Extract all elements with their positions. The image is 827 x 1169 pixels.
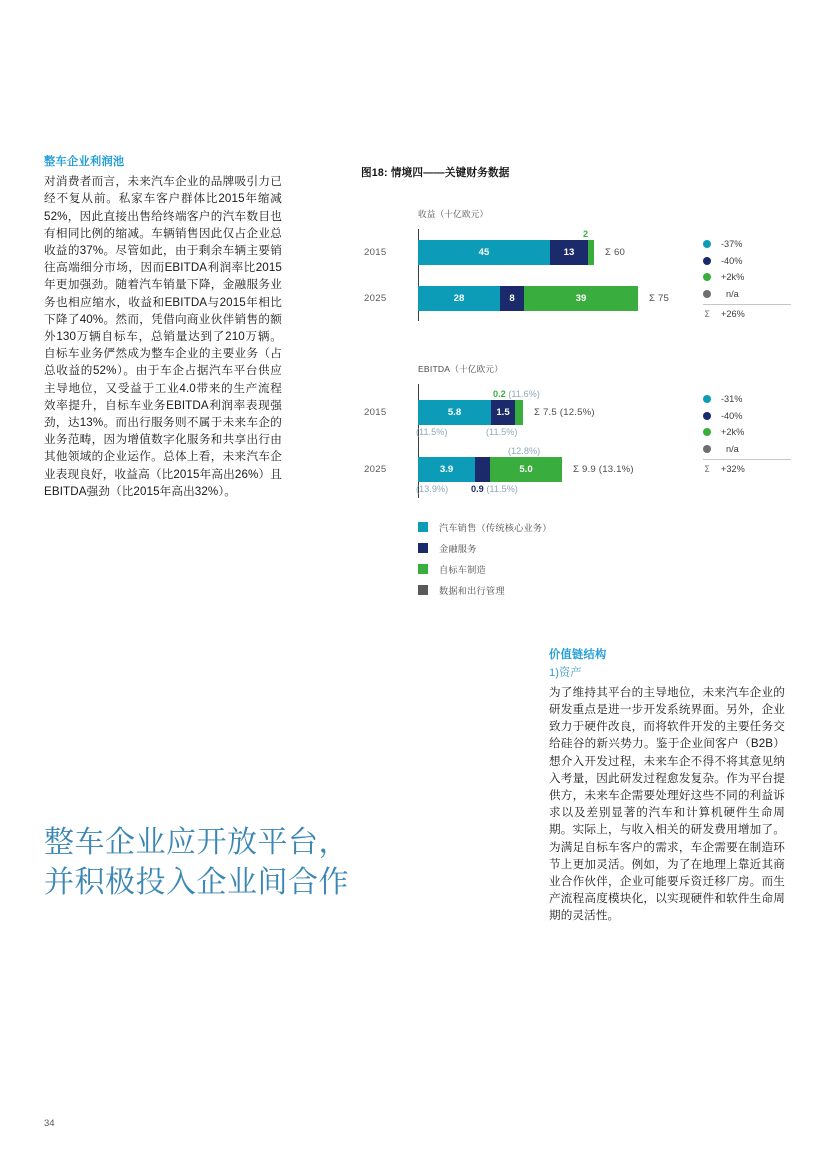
revenue-seg-ownbrand-2015 bbox=[583, 228, 594, 265]
ebitda-seg-ownbrand-2015-margin: (11.6%) bbox=[508, 389, 540, 399]
ebitda-axis-label: EBITDA（十亿欧元） bbox=[418, 364, 504, 374]
revenue-seg-financial-2025 bbox=[500, 286, 524, 311]
ebitda-chart bbox=[361, 363, 791, 498]
revenue-seg-vehicle-2015 bbox=[418, 240, 550, 265]
ebitda-stack-2015 bbox=[416, 389, 540, 437]
ebitda-delta-financial-value: -40% bbox=[721, 410, 743, 421]
revenue-seg-ownbrand-2025 bbox=[524, 286, 638, 311]
ebitda-total-2015: Σ 7.5 (12.5%) bbox=[534, 407, 595, 418]
page-pullquote-headline bbox=[44, 823, 424, 903]
revenue-delta-financial bbox=[703, 253, 791, 270]
ebitda-seg-vehicle-2025-value: 3.9 bbox=[439, 464, 454, 475]
revenue-delta-data-value: n/a bbox=[726, 288, 739, 299]
legend-swatch-financial-services-icon bbox=[418, 543, 428, 553]
revenue-total-2025: Σ 75 bbox=[649, 292, 670, 304]
revenue-delta-financial-dot bbox=[703, 257, 711, 265]
ebitda-delta-vehicle bbox=[703, 391, 791, 408]
legend-item-own-brand bbox=[418, 558, 791, 579]
ebitda-delta-legend bbox=[703, 391, 791, 476]
revenue-total-2015: Σ 60 bbox=[605, 246, 626, 258]
ebitda-seg-ownbrand-2025-margin: (12.8%) bbox=[508, 446, 541, 456]
headline-line-2: 并积极投入企业间合作 bbox=[44, 866, 349, 899]
ebitda-seg-financial-2025-label bbox=[471, 484, 518, 494]
revenue-seg-ownbrand-2025-value: 39 bbox=[575, 292, 587, 304]
revenue-seg-vehicle-2025-value: 28 bbox=[453, 292, 465, 304]
left-body-text: 对消费者而言，未来汽车企业的品牌吸引力已经不复从前。私家车客户群体比2015年缩减52%，因此直接出售给终端客户的汽车数目也有相同比例的缩减。车辆销售因此仅占企业总收益的37%。尽管如此，由于剩余车辆主要销往高端细分市场，因而EBITDA利润率比2015年更加强劲。随着汽车销量下降，金融服务业务也相应缩水，收益和EBITDA与2015年相比下降了40%。然而，凭借向商业伙伴销售的额外130万辆自标车，总销量达到了210万辆。自标车业务俨然成为整车企业的主要业务（占总收益的52%）。由于车企占据汽车平台供应主导地位，又受益于工业4.0带来的生产流程效率提升，自标车业务EBITDA利润率表现强劲，达13%。而出行服务则不属于未来车企的业务范畴，因为增值数字化服务和共享出行由其他领域的企业运作。总体上看，未来汽车企业表现良好，收益高（比2015年高出26%）且EBITDA强劲（比2015年高出32%）。 bbox=[44, 175, 282, 498]
revenue-seg-financial-2015-value: 13 bbox=[563, 246, 575, 258]
ebitda-delta-data-dot bbox=[703, 445, 711, 453]
ebitda-delta-ownbrand-dot bbox=[703, 428, 711, 436]
ebitda-delta-ownbrand bbox=[703, 424, 791, 441]
legend-item-financial-services bbox=[418, 537, 791, 558]
page-number: 34 bbox=[44, 1118, 55, 1129]
revenue-delta-data-dot bbox=[703, 290, 711, 298]
ebitda-seg-vehicle-2015-value: 5.8 bbox=[447, 407, 462, 418]
left-text-column bbox=[44, 155, 282, 500]
revenue-delta-vehicle-value: -37% bbox=[721, 239, 743, 250]
revenue-year-2015: 2015 bbox=[364, 246, 387, 258]
ebitda-delta-data bbox=[703, 441, 791, 458]
ebitda-seg-ownbrand-2025 bbox=[490, 446, 562, 482]
ebitda-delta-vehicle-value: -31% bbox=[721, 394, 743, 405]
revenue-chart bbox=[361, 208, 791, 321]
right-section-heading: 价值链结构 bbox=[549, 649, 607, 661]
revenue-delta-financial-value: -40% bbox=[721, 255, 743, 266]
headline-line-1: 整车企业应开放平台， bbox=[44, 826, 349, 859]
revenue-seg-financial-2015 bbox=[550, 240, 588, 265]
ebitda-seg-financial-2025-margin: (11.5%) bbox=[486, 484, 518, 494]
revenue-seg-ownbrand-2015-value: 2 bbox=[583, 228, 589, 239]
revenue-delta-ownbrand-value: +2k% bbox=[721, 272, 745, 283]
legend-label-own-brand: 自标车制造 bbox=[439, 564, 486, 575]
ebitda-delta-vehicle-dot bbox=[703, 395, 711, 403]
ebitda-total-2025: Σ 9.9 (13.1%) bbox=[573, 464, 634, 475]
figure-18 bbox=[361, 165, 791, 600]
ebitda-seg-ownbrand-2015-value: 0.2 bbox=[493, 389, 506, 399]
ebitda-seg-financial-2015-value: 1.5 bbox=[496, 407, 510, 418]
right-text-column bbox=[549, 648, 785, 925]
right-subsection-heading: 1)资产 bbox=[549, 667, 582, 680]
revenue-delta-total-symbol: Σ bbox=[704, 308, 710, 320]
ebitda-delta-ownbrand-value: +2k% bbox=[721, 427, 745, 438]
ebitda-delta-financial-dot bbox=[703, 412, 711, 420]
ebitda-seg-vehicle-2025 bbox=[416, 457, 475, 494]
revenue-stack-2025 bbox=[418, 286, 638, 311]
ebitda-year-2025: 2025 bbox=[364, 464, 387, 475]
revenue-delta-total bbox=[703, 304, 791, 321]
figure-title: 图18: 情境四——关键财务数据 bbox=[361, 167, 510, 179]
revenue-delta-ownbrand bbox=[703, 269, 791, 286]
ebitda-seg-financial-2015-margin: (11.5%) bbox=[486, 427, 518, 437]
ebitda-stack-2025 bbox=[416, 446, 562, 494]
revenue-seg-vehicle-2025 bbox=[418, 286, 500, 311]
figure-legend bbox=[418, 516, 791, 600]
ebitda-seg-vehicle-2025-margin: (13.9%) bbox=[416, 484, 449, 494]
legend-swatch-data-mobility-icon bbox=[418, 585, 428, 595]
legend-swatch-own-brand-icon bbox=[418, 564, 428, 574]
revenue-delta-vehicle bbox=[703, 236, 791, 253]
legend-swatch-vehicle-sales-icon bbox=[418, 522, 428, 532]
ebitda-seg-financial-2025-value: 0.9 bbox=[471, 484, 484, 494]
revenue-delta-vehicle-dot bbox=[703, 240, 711, 248]
revenue-seg-financial-2025-value: 8 bbox=[509, 292, 515, 304]
revenue-stack-2015 bbox=[418, 228, 594, 265]
revenue-delta-data bbox=[703, 286, 791, 303]
legend-label-data-mobility: 数据和出行管理 bbox=[439, 585, 505, 596]
revenue-seg-vehicle-2015-value: 45 bbox=[478, 246, 490, 258]
legend-label-vehicle-sales: 汽车销售（传统核心业务） bbox=[439, 522, 552, 533]
ebitda-seg-ownbrand-2025-value: 5.0 bbox=[519, 464, 533, 475]
ebitda-seg-ownbrand-2015-label bbox=[493, 389, 540, 399]
legend-label-financial-services: 金融服务 bbox=[439, 543, 477, 554]
ebitda-year-2015: 2015 bbox=[364, 407, 387, 418]
revenue-delta-ownbrand-dot bbox=[703, 273, 711, 281]
ebitda-delta-total-value: +32% bbox=[721, 464, 745, 474]
left-section-heading: 整车企业利润池 bbox=[44, 156, 125, 168]
ebitda-seg-financial-2025 bbox=[471, 457, 518, 494]
legend-item-vehicle-sales bbox=[418, 516, 791, 537]
ebitda-delta-financial bbox=[703, 408, 791, 425]
ebitda-delta-total bbox=[703, 459, 791, 476]
revenue-axis-label: 收益（十亿欧元） bbox=[418, 209, 489, 219]
ebitda-delta-total-symbol: Σ bbox=[704, 463, 710, 475]
revenue-year-2025: 2025 bbox=[364, 292, 387, 304]
ebitda-delta-data-value: n/a bbox=[726, 443, 739, 454]
legend-item-data-mobility bbox=[418, 579, 791, 600]
ebitda-seg-vehicle-2015 bbox=[416, 400, 491, 437]
ebitda-seg-financial-2015 bbox=[486, 400, 518, 437]
revenue-delta-total-value: +26% bbox=[721, 309, 745, 319]
ebitda-seg-vehicle-2015-margin: (11.5%) bbox=[416, 427, 448, 437]
revenue-delta-legend bbox=[703, 236, 791, 321]
right-body-text: 为了维持其平台的主导地位，未来汽车企业的研发重点是进一步开发系统界面。另外，企业致力于硬件改良，而将软件开发的主要任务交给硅谷的新兴势力。鉴于企业间客户（B2B）想介入开发过程，未来车企不得不将其意见纳入考量，因此研发过程愈发复杂。作为平台提供方，未来车企需要处理好这些不同的利益诉求以及差别显著的汽车和计算机硬件生命周期。实际上，与收入相关的研发费用增加了。为满足自标车客户的需求，车企需要在制造环节上更加灵活。例如，为了在地理上靠近其商业合作伙伴，企业可能要斥资迁移厂房。而生产流程高度模块化，以实现硬件和软件生命周期的灵活性。 bbox=[549, 685, 785, 923]
